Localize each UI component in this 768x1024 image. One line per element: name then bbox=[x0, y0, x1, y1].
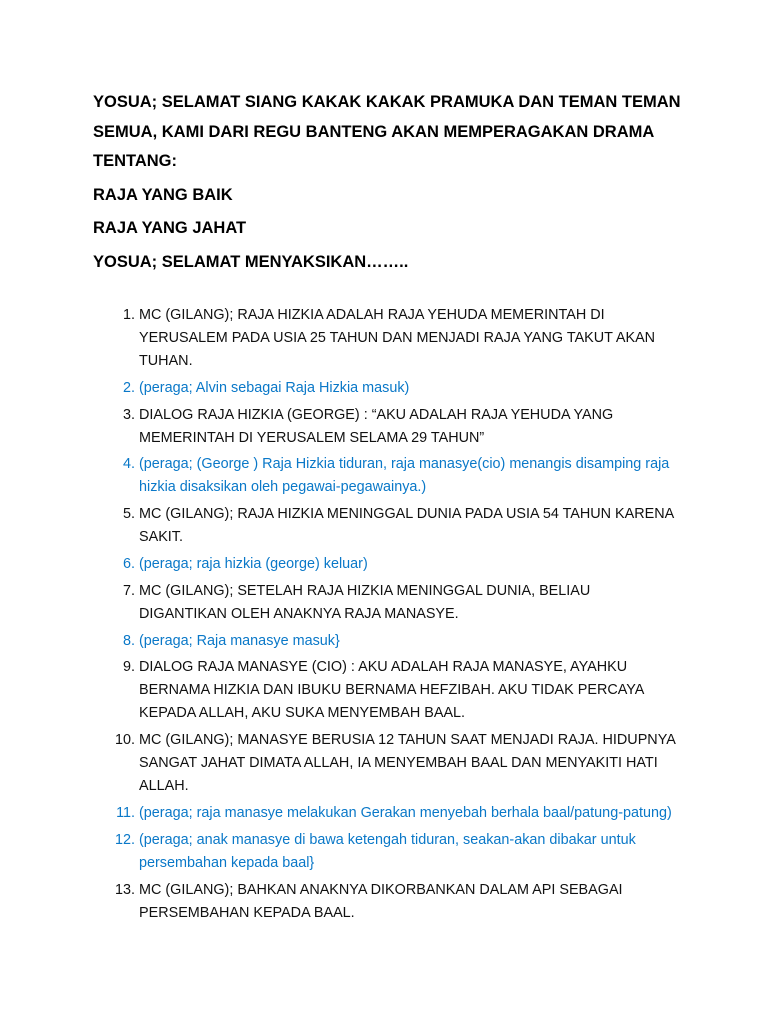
intro-heading: YOSUA; SELAMAT SIANG KAKAK KAKAK PRAMUKA DAN TEMAN TEMAN SEMUA, KAMI DARI REGU BANTENG AKAN MEMPERAGAKAN DRAMA TENTANG: bbox=[93, 93, 681, 170]
item-number: 2. bbox=[122, 379, 135, 396]
item-number: 9. bbox=[122, 659, 135, 676]
intro-section bbox=[93, 88, 693, 281]
item-number: 5. bbox=[122, 506, 135, 523]
drama-title-evil-king: RAJA YANG JAHAT bbox=[93, 219, 247, 237]
item-text: (peraga; raja hizkia (george) keluar) bbox=[139, 555, 368, 572]
script-item bbox=[107, 580, 677, 626]
item-text: (peraga; Raja manasye masuk} bbox=[139, 632, 340, 649]
item-text: DIALOG RAJA HIZKIA (GEORGE) : “AKU ADALAH RAJA YEHUDA YANG MEMERINTAH DI YERUSALEM SELAMA 29 TAHUN” bbox=[139, 406, 614, 446]
item-text: (peraga; raja manasye melakukan Gerakan menyebah berhala baal/patung-patung) bbox=[139, 804, 672, 821]
item-number: 11. bbox=[116, 804, 135, 821]
item-text: DIALOG RAJA MANASYE (CIO) : AKU ADALAH RAJA MANASYE, AYAHKU BERNAMA HIZKIA DAN IBUKU BERNAMA HEFZIBAH. AKU TIDAK PERCAYA KEPADA ALLAH, AKU SUKA MENYEMBAH BAAL. bbox=[139, 659, 644, 722]
item-number: 3. bbox=[122, 406, 135, 423]
script-item bbox=[107, 729, 677, 798]
script-item-stage-direction bbox=[107, 802, 677, 825]
script-item bbox=[107, 304, 677, 373]
item-number: 7. bbox=[122, 582, 135, 599]
script-item-stage-direction bbox=[107, 630, 677, 653]
script-item-stage-direction bbox=[107, 453, 677, 499]
script-item-stage-direction bbox=[107, 377, 677, 400]
item-number: 1. bbox=[122, 307, 135, 323]
item-number: 8. bbox=[122, 632, 135, 649]
script-item bbox=[107, 879, 677, 925]
script-item bbox=[107, 503, 677, 549]
item-text: (peraga; Alvin sebagai Raja Hizkia masuk) bbox=[139, 379, 410, 396]
item-text: MC (GILANG); SETELAH RAJA HIZKIA MENINGGAL DUNIA, BELIAU DIGANTIKAN OLEH ANAKNYA RAJA MANASYE. bbox=[139, 582, 591, 622]
item-text: MC (GILANG); MANASYE BERUSIA 12 TAHUN SAAT MENJADI RAJA. HIDUPNYA SANGAT JAHAT DIMATA ALLAH, IA MENYEMBAH BAAL DAN MENYAKITI HATI ALLAH. bbox=[139, 732, 676, 795]
item-text: MC (GILANG); RAJA HIZKIA ADALAH RAJA YEHUDA MEMERINTAH DI YERUSALEM PADA USIA 25 TAHUN DAN MENJADI RAJA YANG TAKUT AKAN TUHAN. bbox=[139, 307, 656, 369]
script-item bbox=[107, 404, 677, 450]
item-text: MC (GILANG); RAJA HIZKIA MENINGGAL DUNIA PADA USIA 54 TAHUN KARENA SAKIT. bbox=[139, 506, 674, 546]
item-number: 10. bbox=[114, 732, 135, 749]
item-number: 6. bbox=[122, 555, 135, 572]
script-item-stage-direction bbox=[107, 829, 677, 875]
script-item-stage-direction bbox=[107, 553, 677, 576]
script-item bbox=[107, 656, 677, 725]
item-number: 13. bbox=[114, 881, 135, 898]
item-text: MC (GILANG); BAHKAN ANAKNYA DIKORBANKAN DALAM API SEBAGAI PERSEMBAHAN KEPADA BAAL. bbox=[139, 881, 623, 921]
script-list bbox=[107, 304, 677, 928]
item-number: 12. bbox=[114, 831, 135, 848]
intro-closing: YOSUA; SELAMAT MENYAKSIKAN…….. bbox=[93, 252, 409, 271]
item-text: (peraga; anak manasye di bawa ketengah tiduran, seakan-akan dibakar untuk persembahan kepada baal} bbox=[139, 831, 636, 871]
item-text: (peraga; (George ) Raja Hizkia tiduran, raja manasye(cio) menangis disamping raja hizkia disaksikan oleh pegawai-pegawainya.) bbox=[139, 456, 670, 496]
drama-title-good-king: RAJA YANG BAIK bbox=[93, 185, 233, 204]
item-number: 4. bbox=[122, 456, 135, 473]
